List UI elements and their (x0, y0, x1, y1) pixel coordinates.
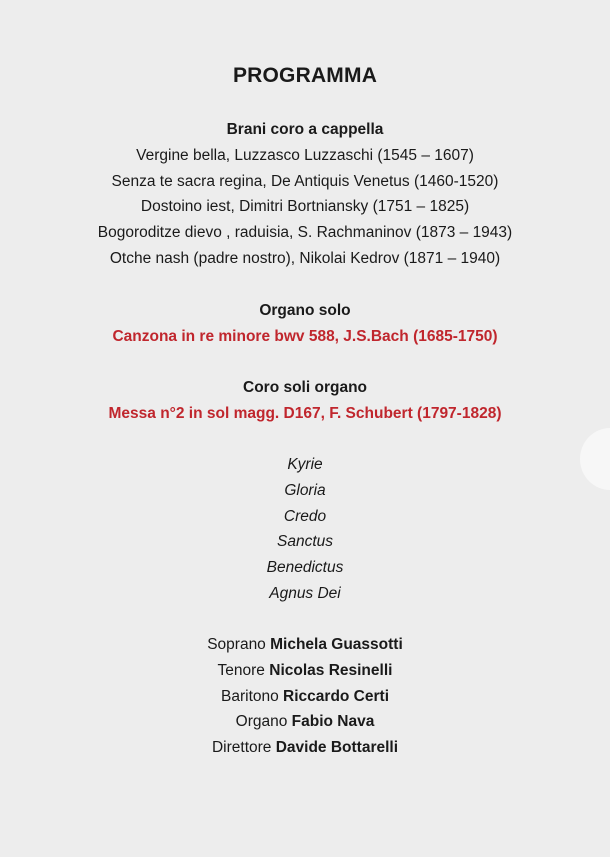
performer-line (0, 632, 610, 658)
performer-line (0, 684, 610, 710)
piece-item: Senza te sacra regina, De Antiquis Venetus (1460-1520) (111, 172, 499, 190)
performer-name: Fabio Nava (291, 713, 375, 731)
performer-line (0, 735, 610, 761)
mass-part-item: Benedictus (266, 559, 344, 577)
performer-name: Davide Bottarelli (275, 739, 399, 757)
performer-role: Baritono (221, 687, 279, 705)
page-title: PROGRAMMA (232, 64, 378, 87)
organo-solo-section (0, 298, 610, 350)
performer-name: Riccardo Certi (283, 687, 389, 705)
performer-name: Michela Guassotti (270, 636, 403, 653)
mass-part-item: Sanctus (276, 533, 333, 551)
performer-role: Tenore (217, 661, 265, 679)
performers-list (0, 632, 610, 761)
coro-soli-organo-piece: Messa n°2 in sol magg. D167, F. Schubert (1797-1828) (108, 404, 502, 422)
coro-soli-organo-section (0, 375, 610, 427)
coro-soli-organo-heading: Coro soli organo (243, 379, 367, 396)
mass-part-item: Gloria (284, 481, 326, 499)
performer-line (0, 709, 610, 735)
performer-name: Nicolas Resinelli (269, 661, 393, 679)
piece-item: Bogoroditze dievo , raduisia, S. Rachmaninov (1873 – 1943) (97, 224, 513, 242)
performer-role: Organo (235, 713, 288, 731)
mass-part-item: Kyrie (287, 456, 323, 473)
organo-solo-piece: Canzona in re minore bwv 588, J.S.Bach (1685-1750) (112, 327, 498, 345)
organo-solo-heading: Organo solo (259, 302, 351, 319)
a-cappella-heading: Brani coro a cappella (226, 121, 384, 138)
performer-role: Soprano (207, 636, 266, 653)
a-cappella-section (0, 117, 610, 272)
performer-role: Direttore (211, 739, 272, 757)
mass-parts-list (0, 452, 610, 607)
piece-item: Vergine bella, Luzzasco Luzzaschi (1545 – 1607) (136, 146, 474, 164)
performer-line (0, 658, 610, 684)
piece-item: Dostoino iest, Dimitri Bortniansky (1751 – 1825) (140, 198, 470, 216)
mass-part-item: Agnus Dei (269, 584, 341, 602)
piece-item: Otche nash (padre nostro), Nikolai Kedrov (1871 – 1940) (109, 249, 501, 267)
mass-part-item: Credo (283, 507, 327, 525)
